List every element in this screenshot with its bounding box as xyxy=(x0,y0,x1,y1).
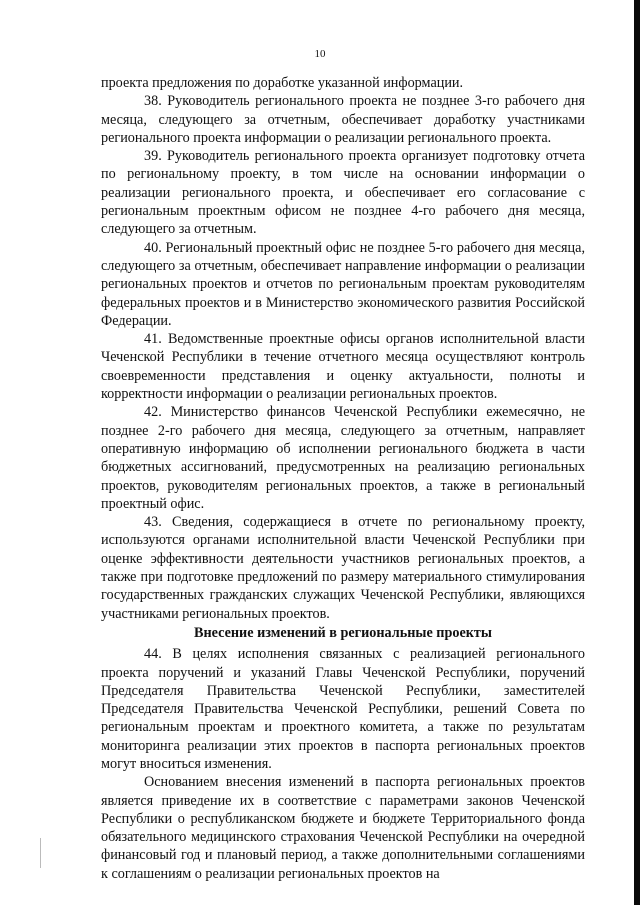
paragraph: 38. Руководитель регионального проекта не позднее 3-го рабочего дня месяца, следующего за отчетным, обеспечивает доработку участниками регионального проекта информации о реализации регионального проекта. xyxy=(101,93,585,146)
margin-mark xyxy=(40,838,41,868)
paragraph: 41. Ведомственные проектные офисы органов исполнительной власти Чеченской Республики в течение отчетного месяца осуществляют контроль своевременности представления и оценку актуальности, полноты и корректности информации о реализации региональных проектов. xyxy=(101,331,585,403)
paragraph: 43. Сведения, содержащиеся в отчете по региональному проекту, используются органами исполнительной власти Чеченской Республики при оценке эффективности деятельности участников региональных проектов, а также при подготовке предложений по размеру материального стимулирования государственных гражданских служащих Чеченской Республики, являющихся участниками региональных проектов. xyxy=(101,514,585,622)
paragraph: Основанием внесения изменений в паспорта региональных проектов является приведение их в соответствие с параметрами законов Чеченской Республики о республиканском бюджете и бюджете Территориального фонда обязательного медицинского страхования Чеченской Республики на очередной финансовый год и плановый период, а также дополнительными соглашениями к соглашениям о реализации региональных проектов на xyxy=(101,774,585,882)
paragraph: 44. В целях исполнения связанных с реализацией регионального проекта поручений и указаний Главы Чеченской Республики, поручений Председателя Правительства Чеченской Республики, заместителей Председателя Правительства Чеченской Республики, решений Совета по региональным проектам и проектного комитета, а также по результатам мониторинга реализации этих проектов в паспорта региональных проектов могут вноситься изменения. xyxy=(101,646,585,772)
page-edge-shadow xyxy=(634,0,640,905)
section-heading: Внесение изменений в региональные проекты xyxy=(194,624,492,641)
document-body xyxy=(101,74,585,883)
paragraph: 40. Региональный проектный офис не позднее 5-го рабочего дня месяца, следующего за отчетным, обеспечивает направление информации о реализации региональных проектов и отчетов по региональным проектам руководителям федеральных проектов и в Министерство экономического развития Российской Федерации. xyxy=(101,239,585,329)
paragraphs-before-section xyxy=(101,74,585,623)
paragraph: 42. Министерство финансов Чеченской Республики ежемесячно, не позднее 2-го рабочего дня месяца, следующего за отчетным, направляет оперативную информацию об исполнении регионального бюджета в части бюджетных ассигнований, предусмотренных на реализацию региональных проектов, руководителям региональных проектов, а также в региональный проектный офис. xyxy=(101,404,585,512)
paragraphs-after-section xyxy=(101,645,585,883)
paragraph: проекта предложения по доработке указанной информации. xyxy=(101,75,464,91)
page-number: 10 xyxy=(314,48,326,60)
paragraph: 39. Руководитель регионального проекта организует подготовку отчета по региональному проекту, в том числе на основании информации о реализации регионального проекта, и обеспечивает его согласование с региональным проектным офисом не позднее 4-го рабочего дня месяца, следующего за отчетным. xyxy=(101,148,585,238)
